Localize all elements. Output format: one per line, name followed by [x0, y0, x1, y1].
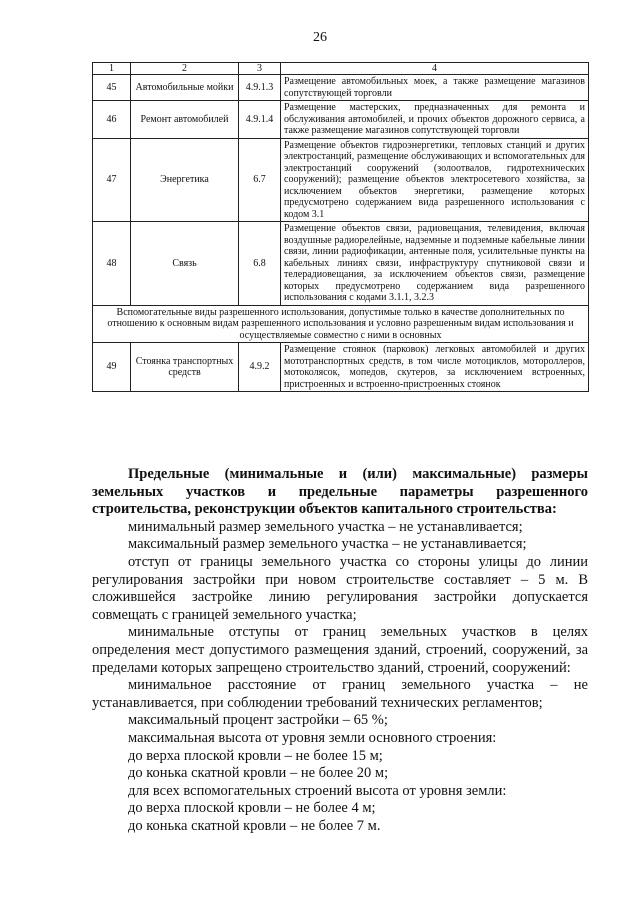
parameter-line: до верха плоской кровли – не более 4 м; — [128, 800, 376, 817]
parameter-line: максимальный размер земельного участка – не устанавливается; — [128, 536, 527, 553]
row-number: 46 — [93, 101, 131, 139]
parameter-line: до конька скатной кровли – не более 20 м; — [128, 765, 389, 782]
table-row — [93, 222, 589, 306]
use-type-name: Стоянка транспортных средств — [131, 343, 239, 392]
use-type-description: Размещение объектов связи, радиовещания, телевидения, включая воздушные радиорелейные, надземные и подземные кабельные линии связи, линии радиофикации, антенные поля, усилительные пункты на кабельных линиях связи, инфраструктуру спутниковой связи и телерадиовещания, за исключением объектов связи, размещение которых предусмотрено содержанием вида разрешенного использования с кодами 3.1.1, 3.2.3 — [281, 222, 589, 306]
table-row — [93, 75, 589, 101]
table-row — [93, 343, 589, 392]
use-type-description: Размещение мастерских, предназначенных для ремонта и обслуживания автомобилей, и прочих объектов дорожного сервиса, а также размещение магазинов сопутствующей торговли — [281, 101, 589, 139]
parameter-line: минимальный размер земельного участка – не устанавливается; — [128, 518, 523, 535]
column-header: 4 — [281, 63, 589, 75]
table-section-header-row — [93, 305, 589, 343]
use-type-description: Размещение стоянок (парковок) легковых автомобилей и других мототранспортных средств, в том числе мотоциклов, мотороллеров, мотоколясок, мопедов, скутеров, за исключением встроенных, пристроенных и встроенно-пристроенных стоянок — [281, 343, 589, 392]
table-header-row — [93, 63, 589, 75]
parameter-line: до верха плоской кровли – не более 15 м; — [128, 747, 383, 764]
row-number: 45 — [93, 75, 131, 101]
column-header: 3 — [239, 63, 281, 75]
parameter-line: минимальное расстояние от границ земельного участка – не устанавливается, при соблюдении требований технических регламентов; — [92, 677, 588, 711]
use-type-code: 6.7 — [239, 138, 281, 222]
land-use-table — [92, 62, 589, 392]
column-header: 1 — [93, 63, 131, 75]
row-number: 47 — [93, 138, 131, 222]
use-type-code: 4.9.2 — [239, 343, 281, 392]
table-row — [93, 138, 589, 222]
use-type-name: Связь — [131, 222, 239, 306]
parameter-line: минимальные отступы от границ земельных участков в целях определения мест допустимого размещения зданий, строений, сооружений, за пределами которых запрещено строительство зданий, строений, сооружений: — [92, 624, 588, 676]
parameter-line: отступ от границы земельного участка со стороны улицы до линии регулирования застройки при новом строительстве составляет – 5 м. В сложившейся застройке линию регулирования застройки допускается совмещать с границей земельного участка; — [92, 553, 588, 623]
row-number: 49 — [93, 343, 131, 392]
section-title: Предельные (минимальные и (или) максимальные) размеры земельных участков и предельные параметры разрешенного строительства, реконструкции объектов капитального строительства: — [92, 466, 588, 518]
use-type-name: Автомобильные мойки — [131, 75, 239, 101]
use-type-name: Энергетика — [131, 138, 239, 222]
use-type-code: 4.9.1.3 — [239, 75, 281, 101]
use-type-code: 6.8 — [239, 222, 281, 306]
parameter-line: максимальная высота от уровня земли основного строения: — [128, 729, 497, 746]
row-number: 48 — [93, 222, 131, 306]
parameter-line: до конька скатной кровли – не более 7 м. — [128, 817, 381, 834]
use-type-name: Ремонт автомобилей — [131, 101, 239, 139]
table-row — [93, 101, 589, 139]
use-type-description: Размещение автомобильных моек, а также размещение магазинов сопутствующей торговли — [281, 75, 589, 101]
auxiliary-uses-header: Вспомогательные виды разрешенного использования, допустимые только в качестве дополнительных по отношению к основным видам разрешенного использования и условно разрешенным видам использования и осуществляемые совместно с ними в основных — [93, 305, 589, 343]
use-type-code: 4.9.1.4 — [239, 101, 281, 139]
page-number: 26 — [313, 30, 327, 45]
column-header: 2 — [131, 63, 239, 75]
use-type-description: Размещение объектов гидроэнергетики, тепловых станций и других электростанций, размещение обслуживающих и вспомогательных для электростанций сооружений (золоотвалов, гидротехнических сооружений); размещение объектов электросетевого хозяйства, за исключением объектов энергетики, размещение которых предусмотрено содержанием вида разрешенного использования с кодом 3.1 — [281, 138, 589, 222]
parameter-line: максимальный процент застройки – 65 %; — [128, 712, 388, 729]
parameter-line: для всех вспомогательных строений высота от уровня земли: — [128, 782, 507, 799]
building-parameters-section — [92, 466, 588, 835]
